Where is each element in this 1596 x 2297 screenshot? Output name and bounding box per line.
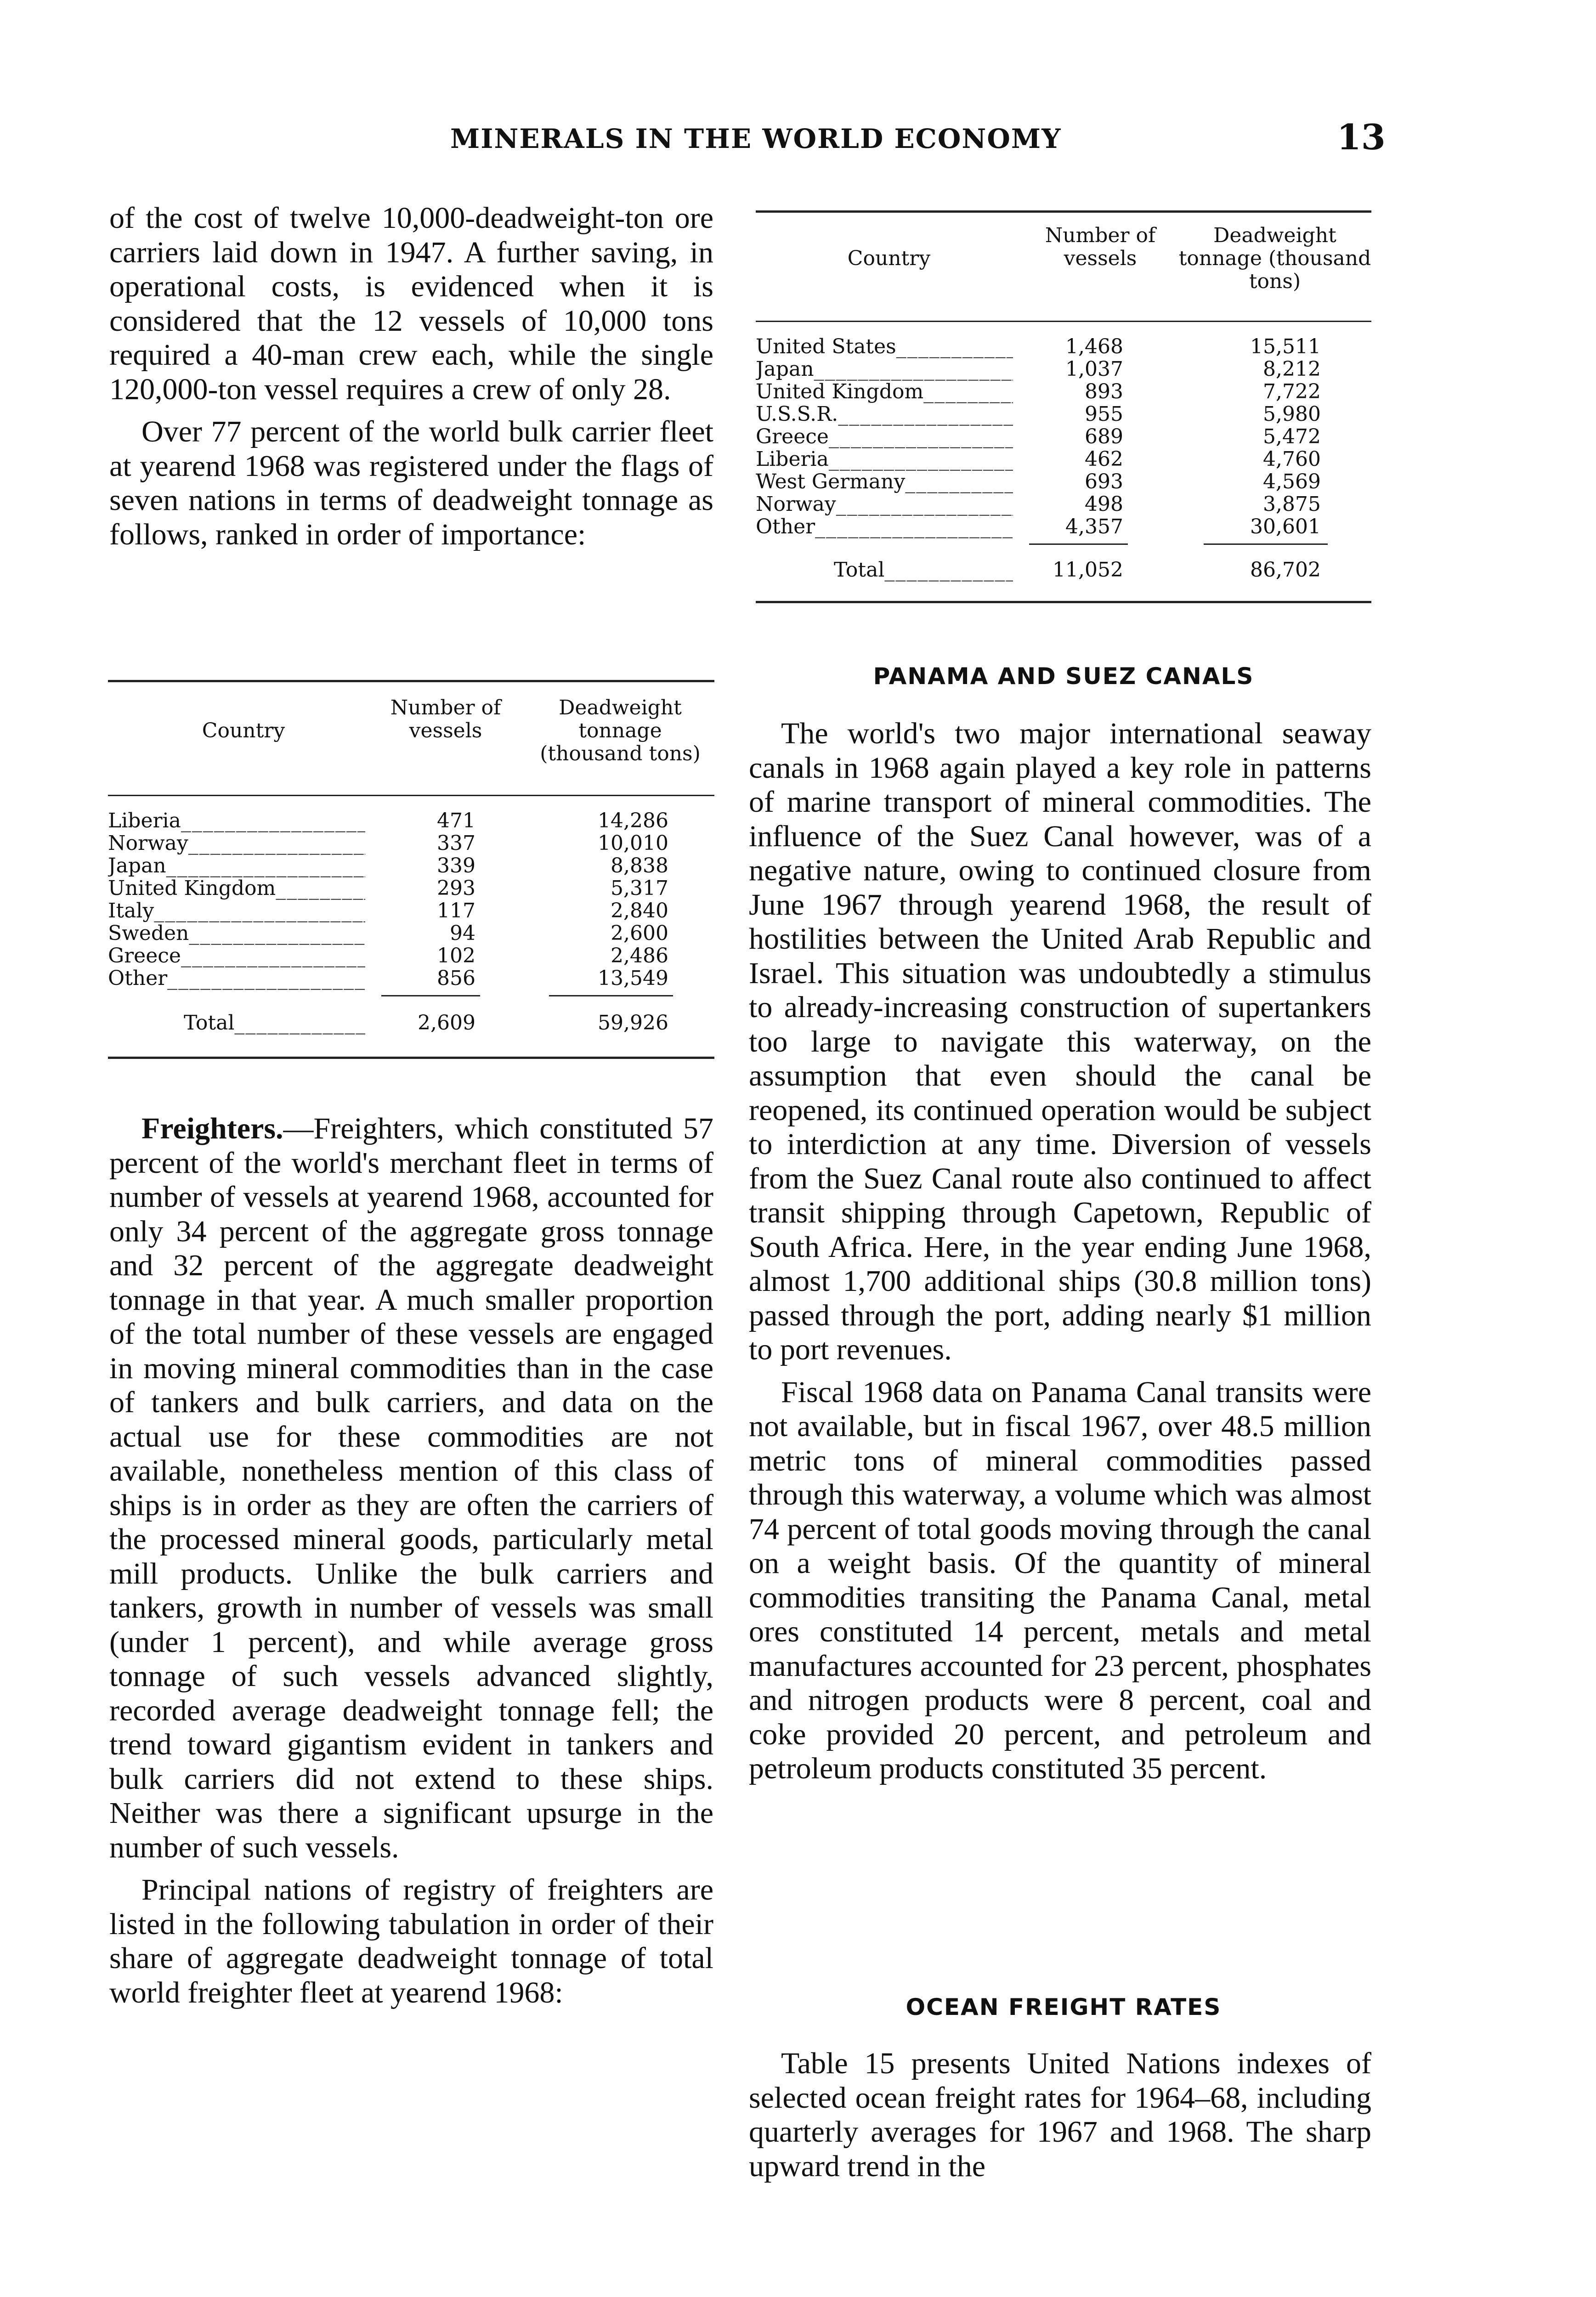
- table-total-tonnage: 59,926: [598, 1011, 668, 1035]
- table-cell-vessels: 689: [1085, 425, 1123, 448]
- table-bottom-rule: [108, 1057, 714, 1059]
- table-cell-country: Other _____: [108, 967, 365, 990]
- table-cell-vessels: 955: [1085, 402, 1123, 426]
- table-cell-vessels: 893: [1085, 380, 1123, 403]
- table-cell-vessels: 471: [437, 809, 475, 832]
- table-cell-country: United States _____: [756, 335, 1013, 358]
- table-cell-country: Greece _____: [756, 425, 1013, 448]
- table-cell-tonnage: 2,486: [611, 944, 668, 967]
- table-cell-vessels: 339: [437, 854, 475, 877]
- table-cell-country: Sweden _____: [108, 922, 365, 945]
- table-cell-country: Norway _____: [108, 832, 365, 855]
- table-cell-tonnage: 4,569: [1263, 470, 1321, 493]
- table-cell-vessels: 293: [437, 877, 475, 900]
- table-total-label: Total _____: [834, 559, 1013, 582]
- total-rule: [1029, 543, 1128, 545]
- table-cell-tonnage: 10,010: [598, 832, 668, 855]
- table-cell-tonnage: 4,760: [1263, 447, 1321, 471]
- left-column-bottom: [109, 1112, 713, 2010]
- header-number-of-vessels: Number of vessels: [390, 696, 501, 742]
- table-cell-country: United Kingdom _____: [756, 380, 1013, 403]
- total-rule: [1204, 543, 1328, 545]
- table-cell-tonnage: 5,980: [1263, 402, 1321, 426]
- table-cell-tonnage: 8,838: [611, 854, 668, 877]
- table-total-label: Total _____: [184, 1012, 365, 1035]
- header-country: Country: [202, 719, 285, 742]
- table-top-rule: [756, 210, 1371, 213]
- header-rule: [756, 321, 1371, 322]
- table-cell-country: United Kingdom _____: [108, 877, 365, 900]
- table-cell-country: Japan _____: [108, 854, 365, 877]
- header-deadweight-tonnage: Deadweight tonnage (thousand tons): [1178, 224, 1371, 293]
- table-cell-vessels: 117: [437, 899, 475, 922]
- freighters-run-in-head: Freighters.: [141, 1112, 283, 1145]
- running-title: MINERALS IN THE WORLD ECONOMY: [450, 123, 1062, 154]
- table-total-vessels: 11,052: [1053, 558, 1123, 582]
- table-cell-tonnage: 2,840: [611, 899, 668, 922]
- page-number: 13: [1337, 117, 1386, 158]
- paragraph-ore-carriers: of the cost of twelve 10,000-deadweight-ton ore carriers laid down in 1947. A further saving, in operational costs, is evidenced when it is considered that the 12 vessels of 10,000 tons required a 40-man crew each, while the single 120,000-ton vessel requires a crew of only 28.: [109, 201, 713, 406]
- table-cell-tonnage: 5,317: [611, 877, 668, 900]
- table-cell-tonnage: 3,875: [1263, 492, 1321, 516]
- table-total-vessels: 2,609: [418, 1011, 475, 1035]
- table-cell-tonnage: 5,472: [1263, 425, 1321, 448]
- table-cell-vessels: 1,468: [1065, 335, 1123, 358]
- table-cell-vessels: 1,037: [1065, 357, 1123, 381]
- section-heading-canals: PANAMA AND SUEZ CANALS: [873, 663, 1254, 690]
- table-cell-tonnage: 30,601: [1250, 515, 1321, 538]
- table-cell-country: Liberia _____: [756, 448, 1013, 471]
- table-cell-tonnage: 13,549: [598, 967, 668, 990]
- table-cell-vessels: 4,357: [1065, 515, 1123, 538]
- table-cell-vessels: 102: [437, 944, 475, 967]
- table-cell-vessels: 856: [437, 967, 475, 990]
- table-cell-country: Liberia _____: [108, 809, 365, 832]
- right-column-freight: [749, 2047, 1371, 2184]
- header-deadweight-tonnage: Deadweight tonnage (thousand tons): [540, 696, 701, 765]
- table-cell-country: Greece _____: [108, 945, 365, 967]
- total-rule: [381, 995, 480, 996]
- paragraph-freight-rates: Table 15 presents United Nations indexes of selected ocean freight rates for 1964–68, including quarterly averages for 1967 and 1968. The sharp upward trend in the: [749, 2047, 1371, 2183]
- table-cell-vessels: 693: [1085, 470, 1123, 493]
- table-cell-tonnage: 2,600: [611, 922, 668, 945]
- total-rule: [549, 995, 673, 996]
- table-cell-vessels: 462: [1085, 447, 1123, 471]
- section-heading-freight-rates: OCEAN FREIGHT RATES: [906, 1994, 1222, 2020]
- table-cell-country: Japan _____: [756, 358, 1013, 381]
- freighters-body: —Freighters, which constituted 57 percent of the world's merchant fleet in terms of number of vessels at yearend 1968, accounted for only 34 percent of the aggregate gross tonnage and 32 percent of the aggregate deadweight tonnage in that year. A much smaller proportion of the total number of these vessels are engaged in moving mineral commodities than in the case of tankers and bulk carriers, and data on the actual use for these commodities are not available, nonetheless mention of this class of ships is in order as they are often the carriers of the processed mineral goods, particularly metal mill products. Unlike the bulk carriers and tankers, growth in number of vessels was small (under 1 percent), and while average gross tonnage of such vessels advanced slightly, recorded average deadweight tonnage fell; the trend toward gigantism evident in tankers and bulk carriers did not extend to these ships. Neither was there a significant upsurge in the number of such vessels.: [109, 1112, 713, 1864]
- left-column-top: [109, 201, 713, 552]
- freighter-table: [756, 210, 1371, 619]
- header-rule: [108, 795, 714, 796]
- table-cell-country: West Germany _____: [756, 470, 1013, 493]
- header-number-of-vessels: Number of vessels: [1045, 224, 1156, 270]
- paragraph-freighters: [109, 1112, 713, 1865]
- table-total-tonnage: 86,702: [1250, 558, 1321, 582]
- table-cell-vessels: 94: [450, 922, 475, 945]
- table-bottom-rule: [756, 601, 1371, 603]
- table-cell-vessels: 498: [1085, 492, 1123, 516]
- table-cell-country: Italy _____: [108, 900, 365, 922]
- paragraph-canals: The world's two major international seaway canals in 1968 again played a key role in patterns of marine transport of mineral commodities. The influence of the Suez Canal however, was of a negative nature, owing to continued closure from June 1967 through yearend 1968, the result of hostilities between the United Arab Republic and Israel. This situation was undoubtedly a stimulus to already-increasing construction of supertankers too large to navigate this waterway, on the assumption that even should the canal be reopened, its continued operation would be subject to interdiction at any time. Diversion of vessels from the Suez Canal route also continued to affect transit shipping through Capetown, Republic of South Africa. Here, in the year ending June 1968, almost 1,700 additional ships (30.8 million tons) passed through the port, adding nearly $1 million to port revenues.: [749, 717, 1371, 1366]
- paragraph-bulk-carrier-fleet: Over 77 percent of the world bulk carrier fleet at yearend 1968 was registered under the flags of seven nations in terms of deadweight tonnage as follows, ranked in order of importance:: [109, 415, 713, 551]
- bulk-carrier-table: [108, 680, 714, 1075]
- paragraph-panama-canal: Fiscal 1968 data on Panama Canal transits were not available, but in fiscal 1967, over 48.5 million metric tons of mineral commodities passed through this waterway, a volume which was almost 74 percent of total goods moving through the canal on a weight basis. Of the quantity of mineral commodities transiting the Panama Canal, metal ores constituted 14 percent, metals and metal manufactures accounted for 23 percent, phosphates and nitrogen products were 8 percent, coal and coke provided 20 percent, and petroleum and petroleum products constituted 35 percent.: [749, 1375, 1371, 1785]
- table-cell-tonnage: 8,212: [1263, 357, 1321, 381]
- paragraph-freighter-registry: Principal nations of registry of freighters are listed in the following tabulation in order of their share of aggregate deadweight tonnage of total world freighter fleet at yearend 1968:: [109, 1873, 713, 2009]
- table-top-rule: [108, 680, 714, 682]
- table-cell-country: Norway _____: [756, 493, 1013, 516]
- right-column-text: [749, 717, 1371, 1786]
- table-cell-tonnage: 15,511: [1250, 335, 1321, 358]
- header-country: Country: [847, 247, 931, 270]
- table-cell-vessels: 337: [437, 832, 475, 855]
- table-cell-country: Other _____: [756, 515, 1013, 538]
- table-cell-tonnage: 14,286: [598, 809, 668, 832]
- table-cell-country: U.S.S.R. _____: [756, 403, 1013, 426]
- table-cell-tonnage: 7,722: [1263, 380, 1321, 403]
